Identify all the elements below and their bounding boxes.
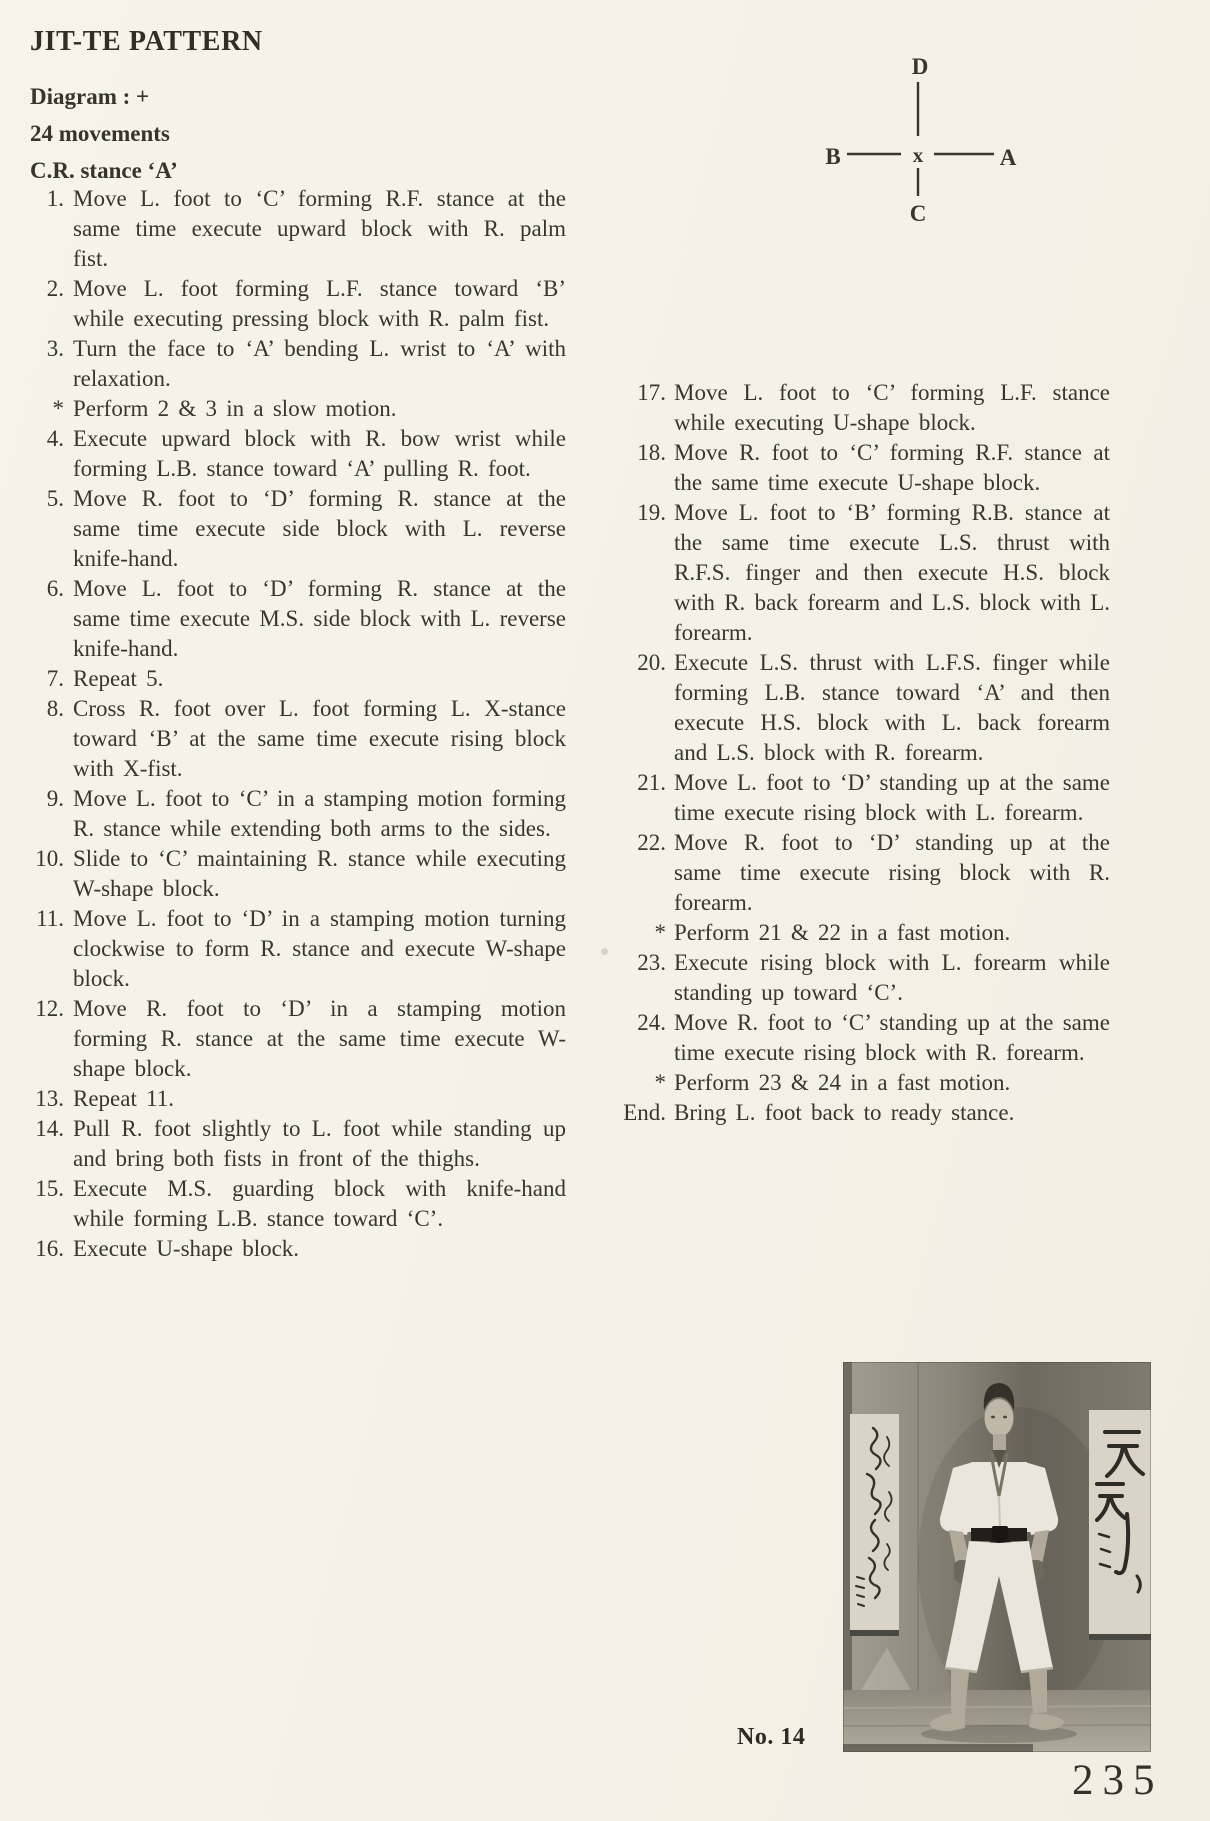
step-text: Move R. foot to ‘C’ standing up at the same time execute rising block with R. forearm. [674, 1010, 1110, 1065]
steps-column-right [618, 378, 1110, 1128]
step-marker: 18. [637, 440, 666, 465]
step-text: Execute upward block with R. bow wrist while forming L.B. stance toward ‘A’ pulling R. foot. [73, 426, 566, 481]
step-marker: 2. [46, 276, 64, 301]
diagram-label: Diagram : + [30, 84, 150, 109]
step-item [618, 948, 1110, 1008]
diagram-point-b: B [825, 144, 841, 169]
step-text: Turn the face to ‘A’ bending L. wrist to ‘A’ with relaxation. [73, 336, 566, 391]
end-text: Bring L. foot back to ready stance. [674, 1100, 1015, 1125]
step-marker: 15. [35, 1176, 64, 1201]
step-item [26, 844, 566, 904]
step-item [26, 1084, 566, 1114]
right-calligraphy-scroll [1089, 1410, 1151, 1640]
step-marker: 5. [46, 486, 64, 511]
step-item [618, 768, 1110, 828]
step-text: Move L. foot to ‘D’ in a stamping motion turning clockwise to form R. stance and execute W-shape block. [73, 906, 566, 991]
step-text: Move L. foot to ‘D’ forming R. stance at the same time execute M.S. side block with L. reverse knife-hand. [73, 576, 566, 661]
step-text: Slide to ‘C’ maintaining R. stance while executing W-shape block. [73, 846, 566, 901]
step-text: Pull R. foot slightly to L. foot while standing up and bring both fists in front of the thighs. [73, 1116, 566, 1171]
step-marker: 9. [46, 786, 64, 811]
step-marker: 4. [46, 426, 64, 451]
step-text: Move R. foot to ‘D’ forming R. stance at the same time execute side block with L. reverse knife-hand. [73, 486, 566, 571]
step-item [26, 694, 566, 784]
pattern-cross-diagram [796, 36, 1036, 236]
step-marker: 19. [637, 500, 666, 525]
step-item [618, 648, 1110, 768]
step-marker: 16. [35, 1236, 64, 1261]
end-item [618, 1098, 1110, 1128]
step-text: Move L. foot to ‘C’ in a stamping motion forming R. stance while extending both arms to the sides. [73, 786, 566, 841]
step-item [618, 828, 1110, 918]
step-marker: 6. [46, 576, 64, 601]
step-marker: 22. [637, 830, 666, 855]
step-text: Execute L.S. thrust with L.F.S. finger while forming L.B. stance toward ‘A’ and then execute H.S. block with L. back forearm and L.S. block with R. forearm. [674, 650, 1110, 765]
photo-image [843, 1362, 1151, 1752]
step-text: Move L. foot to ‘D’ standing up at the same time execute rising block with L. forearm. [674, 770, 1110, 825]
step-text: Execute M.S. guarding block with knife-hand while forming L.B. stance toward ‘C’. [73, 1176, 566, 1231]
step-marker: 13. [35, 1086, 64, 1111]
figure-eye [991, 1416, 995, 1419]
step-marker: 20. [637, 650, 666, 675]
page-header [30, 26, 263, 195]
diagram-point-c: C [909, 201, 927, 226]
step-marker: 10. [35, 846, 64, 871]
figure-head [985, 1399, 1014, 1437]
step-item [26, 1234, 566, 1264]
note-marker: * [52, 396, 64, 421]
step-item [26, 1174, 566, 1234]
step-item [618, 498, 1110, 648]
movements-count: 24 movements [30, 121, 170, 146]
photo-bottom-strip [843, 1744, 1033, 1752]
gi-overlap-line [999, 1496, 1000, 1528]
step-item [26, 574, 566, 664]
step-text: Execute rising block with L. forearm while standing up toward ‘C’. [674, 950, 1110, 1005]
note-item [26, 394, 566, 424]
step-marker: 11. [36, 906, 64, 931]
step-text: Repeat 11. [73, 1086, 175, 1111]
note-text: Perform 23 & 24 in a fast motion. [674, 1070, 1011, 1095]
step-marker: 3. [46, 336, 64, 361]
step-text: Repeat 5. [73, 666, 164, 691]
end-marker: End. [623, 1100, 666, 1125]
page-title: JIT-TE PATTERN [30, 26, 263, 57]
step-item [618, 378, 1110, 438]
step-marker: 24. [637, 1010, 666, 1035]
step-marker: 14. [35, 1116, 64, 1141]
step-marker: 8. [46, 696, 64, 721]
step-text: Move R. foot to ‘D’ in a stamping motion forming R. stance at the same time execute W-shape block. [73, 996, 566, 1081]
step-marker: 17. [637, 380, 666, 405]
page-number: 235 [1072, 1757, 1164, 1804]
step-marker: 12. [35, 996, 64, 1021]
photo-caption: No. 14 [737, 1724, 806, 1750]
figure-neck [993, 1434, 1006, 1450]
step-text: Move L. foot to ‘B’ forming R.B. stance at the same time execute L.S. thrust with R.F.S. finger and then execute H.S. block with R. back forearm and L.S. block with L. forearm. [674, 500, 1110, 645]
diagram-lines [847, 82, 994, 196]
note-text: Perform 21 & 22 in a fast motion. [674, 920, 1011, 945]
step-marker: 21. [637, 770, 666, 795]
step-item [26, 184, 566, 274]
step-item [26, 424, 566, 484]
stance-label: C.R. stance ‘A’ [30, 158, 178, 183]
step-item [618, 1008, 1110, 1068]
note-item [618, 1068, 1110, 1098]
step-item [26, 334, 566, 394]
step-item [26, 484, 566, 574]
steps-column-left [26, 184, 566, 1264]
step-item [618, 438, 1110, 498]
step-item [26, 994, 566, 1084]
diagram-point-a: A [999, 145, 1017, 170]
step-marker: 1. [46, 186, 64, 211]
step-item [26, 784, 566, 844]
paper-speck [601, 948, 608, 955]
step-text: Move L. foot to ‘C’ forming R.F. stance at the same time execute upward block with R. palm fist. [73, 186, 566, 271]
step-text: Move L. foot to ‘C’ forming L.F. stance while executing U-shape block. [674, 380, 1110, 435]
note-marker: * [654, 1070, 666, 1095]
figure-eye [1003, 1416, 1007, 1419]
photo [843, 1362, 1151, 1752]
step-text: Cross R. foot over L. foot forming L. X-stance toward ‘B’ at the same time execute rising block with X-fist. [73, 696, 566, 781]
step-marker: 7. [46, 666, 64, 691]
note-text: Perform 2 & 3 in a slow motion. [73, 396, 397, 421]
left-calligraphy-scroll [850, 1414, 899, 1636]
note-marker: * [654, 920, 666, 945]
step-text: Execute U-shape block. [73, 1236, 300, 1261]
step-item [26, 274, 566, 334]
step-text: Move R. foot to ‘C’ forming R.F. stance at the same time execute U-shape block. [674, 440, 1110, 495]
step-marker: 23. [637, 950, 666, 975]
step-text: Move R. foot to ‘D’ standing up at the same time execute rising block with R. forearm. [674, 830, 1110, 915]
step-text: Move L. foot forming L.F. stance toward ‘B’ while executing pressing block with R. palm fist. [73, 276, 566, 331]
step-item [26, 664, 566, 694]
diagram-center-x: x [912, 143, 924, 167]
step-item [26, 904, 566, 994]
diagram-point-d: D [911, 54, 929, 79]
step-item [26, 1114, 566, 1174]
note-item [618, 918, 1110, 948]
